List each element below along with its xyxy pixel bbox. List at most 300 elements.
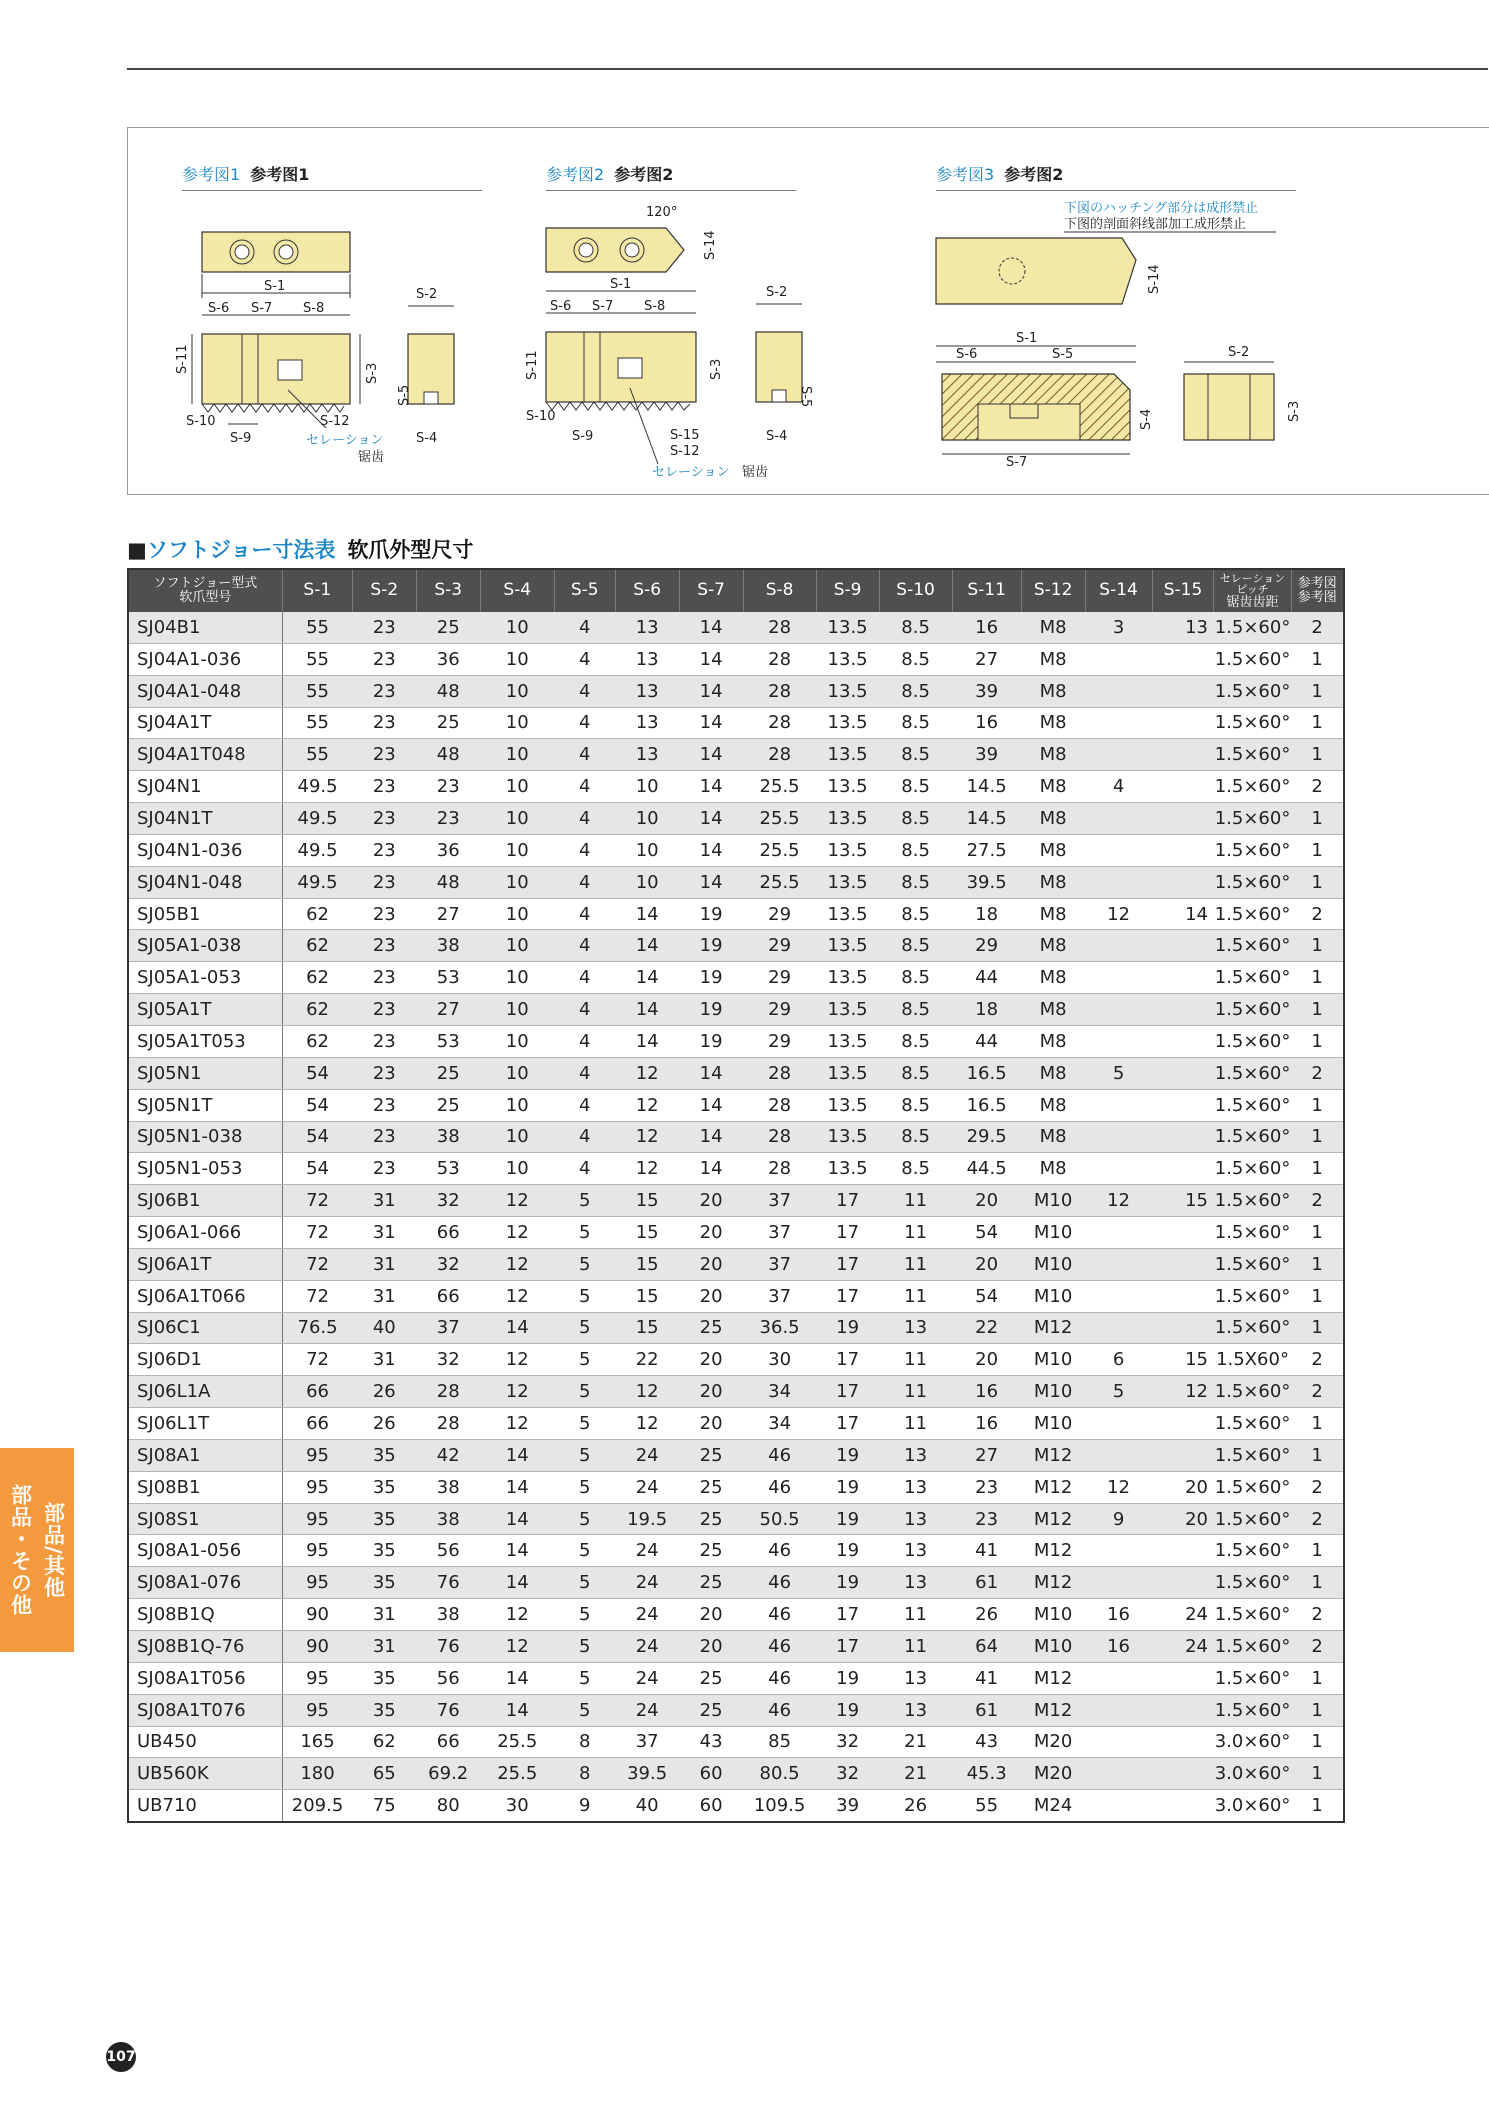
table-row [128,803,1344,835]
cell-s-15 [1152,1790,1214,1822]
cell-s-14 [1085,1280,1152,1312]
cell-s-8: 37 [743,1248,816,1280]
cell-pitch: 1.5×60° [1214,1217,1291,1249]
cell-s-7: 25 [679,1662,743,1694]
cell-s-2: 35 [352,1535,416,1567]
cell-s-15 [1152,1153,1214,1185]
cell-s-9: 13.5 [816,898,879,930]
cell-s-3: 48 [416,866,480,898]
cell-s-15 [1152,707,1214,739]
cell-s-2: 65 [352,1758,416,1790]
cell-s-11: 64 [952,1631,1021,1663]
cell-s-4: 12 [480,1376,554,1408]
cell-s-2: 23 [352,739,416,771]
cell-s-8: 36.5 [743,1312,816,1344]
cell-s-7: 25 [679,1535,743,1567]
cell-s-9: 13.5 [816,1025,879,1057]
cell-s-9: 13.5 [816,834,879,866]
cell-s-5: 9 [554,1790,615,1822]
cell-s-12: M12 [1021,1535,1085,1567]
cell-ref: 2 [1291,1471,1344,1503]
cell-pitch: 1.5×60° [1214,771,1291,803]
table-row [128,612,1344,643]
cell-s-4: 12 [480,1344,554,1376]
cell-s-7: 14 [679,803,743,835]
cell-s-15 [1152,1312,1214,1344]
cell-s-15 [1152,1248,1214,1280]
cell-pitch: 1.5×60° [1214,994,1291,1026]
cell-s-12: M8 [1021,675,1085,707]
cell-s-10: 8.5 [879,962,952,994]
cell-s-1: 95 [282,1535,352,1567]
cell-s-1: 62 [282,898,352,930]
cell-s-12: M10 [1021,1408,1085,1440]
cell-s-14: 3 [1085,612,1152,643]
cell-s-9: 13.5 [816,612,879,643]
cell-s-1: 54 [282,1153,352,1185]
category-side-tab [0,1448,74,1652]
cell-s-12: M10 [1021,1376,1085,1408]
cell-s-11: 16.5 [952,1057,1021,1089]
cell-s-10: 11 [879,1344,952,1376]
cell-s-14 [1085,707,1152,739]
cell-s-3: 23 [416,803,480,835]
table-row [128,1248,1344,1280]
cell-s-11: 41 [952,1535,1021,1567]
cell-s-5: 4 [554,739,615,771]
cell-s-9: 19 [816,1439,879,1471]
cell-s-2: 35 [352,1694,416,1726]
cell-s-11: 55 [952,1790,1021,1822]
cell-s-9: 17 [816,1344,879,1376]
cell-s-5: 4 [554,612,615,643]
header-s15: S-15 [1152,569,1214,612]
cell-s-5: 5 [554,1376,615,1408]
cell-s-9: 17 [816,1599,879,1631]
cell-s-4: 10 [480,1121,554,1153]
cell-s-7: 14 [679,675,743,707]
cell-s-15 [1152,643,1214,675]
cell-s-3: 25 [416,1057,480,1089]
cell-s-15: 12 [1152,1376,1214,1408]
cell-s-10: 11 [879,1280,952,1312]
cell-s-7: 19 [679,962,743,994]
cell-ref: 2 [1291,1057,1344,1089]
cell-ref: 1 [1291,962,1344,994]
cell-s-7: 14 [679,1057,743,1089]
cell-s-2: 23 [352,675,416,707]
cell-model: SJ06A1T066 [128,1280,282,1312]
cell-s-9: 13.5 [816,1057,879,1089]
cell-s-6: 12 [615,1408,679,1440]
cell-s-12: M8 [1021,1025,1085,1057]
cell-s-3: 53 [416,1153,480,1185]
cell-s-15 [1152,1217,1214,1249]
cell-s-6: 15 [615,1280,679,1312]
cell-pitch: 1.5×60° [1214,1089,1291,1121]
fig2-label-s10: S-10 [526,409,556,424]
cell-s-4: 10 [480,866,554,898]
cell-s-4: 14 [480,1567,554,1599]
cell-s-3: 37 [416,1312,480,1344]
cell-s-7: 19 [679,994,743,1026]
cell-s-2: 31 [352,1217,416,1249]
cell-s-4: 10 [480,739,554,771]
cell-s-9: 13.5 [816,771,879,803]
cell-s-10: 8.5 [879,643,952,675]
section-title [127,534,473,564]
cell-model: SJ08S1 [128,1503,282,1535]
cell-s-12: M12 [1021,1662,1085,1694]
cell-s-7: 14 [679,707,743,739]
cell-s-8: 28 [743,739,816,771]
cell-s-3: 25 [416,612,480,643]
cell-s-14 [1085,834,1152,866]
cell-s-4: 12 [480,1280,554,1312]
cell-s-2: 23 [352,962,416,994]
cell-pitch: 1.5×60° [1214,1567,1291,1599]
fig2-label-s4: S-4 [766,429,788,444]
cell-s-10: 13 [879,1312,952,1344]
cell-s-8: 50.5 [743,1503,816,1535]
cell-s-8: 29 [743,1025,816,1057]
cell-s-10: 26 [879,1790,952,1822]
cell-s-7: 20 [679,1631,743,1663]
cell-s-2: 23 [352,866,416,898]
cell-s-4: 10 [480,771,554,803]
cell-s-6: 13 [615,739,679,771]
fig2-label-s1: S-1 [610,277,632,292]
fig3-label-s3: S-3 [1287,400,1302,422]
fig1-label-s12: S-12 [320,414,350,429]
cell-s-9: 19 [816,1503,879,1535]
cell-s-11: 61 [952,1694,1021,1726]
header-pitch-ja: セレーションピッチ [1219,571,1286,597]
figure-3-drawing [936,128,1356,494]
side-tab-cn: 部品/其他 [41,1501,66,1599]
cell-s-14: 6 [1085,1344,1152,1376]
cell-s-3: 32 [416,1248,480,1280]
page-number: 107 [106,2042,136,2072]
cell-ref: 1 [1291,994,1344,1026]
cell-s-9: 13.5 [816,675,879,707]
cell-model: SJ08A1-056 [128,1535,282,1567]
cell-s-3: 66 [416,1217,480,1249]
cell-s-12: M8 [1021,1057,1085,1089]
cell-s-3: 69.2 [416,1758,480,1790]
cell-s-6: 10 [615,803,679,835]
cell-model: SJ04A1T048 [128,739,282,771]
cell-s-14 [1085,1726,1152,1758]
figure-3-title-cn: 参考图2 [1004,165,1064,184]
fig1-label-s2: S-2 [416,287,438,302]
header-s12: S-12 [1021,569,1085,612]
cell-s-12: M8 [1021,1153,1085,1185]
cell-s-11: 45.3 [952,1758,1021,1790]
cell-s-1: 66 [282,1376,352,1408]
cell-s-3: 27 [416,898,480,930]
cell-s-8: 80.5 [743,1758,816,1790]
cell-s-14 [1085,1025,1152,1057]
fig2-label-s5: S-5 [798,386,813,408]
cell-s-4: 10 [480,612,554,643]
cell-s-3: 32 [416,1185,480,1217]
cell-s-15 [1152,1025,1214,1057]
cell-s-6: 13 [615,612,679,643]
cell-s-3: 53 [416,1025,480,1057]
cell-s-6: 14 [615,898,679,930]
cell-s-14: 12 [1085,898,1152,930]
soft-jaw-dimensions-table [127,568,1345,1823]
cell-s-14 [1085,1662,1152,1694]
cell-model: SJ05A1T [128,994,282,1026]
table-row [128,675,1344,707]
cell-s-11: 39 [952,739,1021,771]
cell-s-8: 37 [743,1217,816,1249]
cell-s-7: 60 [679,1790,743,1822]
table-row [128,707,1344,739]
fig2-label-s12: S-12 [670,444,700,459]
cell-s-7: 43 [679,1726,743,1758]
cell-s-6: 14 [615,930,679,962]
cell-s-6: 24 [615,1694,679,1726]
fig3-note-cn: 下图的剖面斜线部加工成形禁止 [1064,217,1247,232]
table-row [128,1758,1344,1790]
cell-s-11: 27.5 [952,834,1021,866]
cell-s-12: M12 [1021,1439,1085,1471]
cell-s-9: 13.5 [816,643,879,675]
cell-s-4: 10 [480,707,554,739]
cell-s-15 [1152,1121,1214,1153]
cell-s-3: 38 [416,1121,480,1153]
cell-s-10: 8.5 [879,1153,952,1185]
cell-s-6: 10 [615,771,679,803]
cell-model: SJ04A1-036 [128,643,282,675]
fig3-label-s6: S-6 [956,347,978,362]
cell-s-11: 44 [952,962,1021,994]
cell-s-5: 4 [554,834,615,866]
cell-ref: 1 [1291,1217,1344,1249]
cell-model: UB710 [128,1790,282,1822]
cell-s-12: M8 [1021,803,1085,835]
reference-figure-2 [525,128,926,494]
cell-s-14 [1085,739,1152,771]
figure-3-title-ja: 参考図3 [936,165,995,184]
cell-s-9: 19 [816,1567,879,1599]
cell-s-14 [1085,1535,1152,1567]
cell-pitch: 1.5×60° [1214,1153,1291,1185]
cell-s-9: 32 [816,1758,879,1790]
fig1-label-serration-cn: 锯齿 [358,450,385,465]
cell-s-8: 25.5 [743,866,816,898]
fig1-label-s4: S-4 [416,431,438,446]
cell-s-3: 76 [416,1694,480,1726]
fig3-note-ja: 下図のハッチング部分は成形禁止 [1064,201,1259,216]
cell-s-7: 60 [679,1758,743,1790]
cell-s-2: 75 [352,1790,416,1822]
table-row [128,1025,1344,1057]
cell-s-9: 17 [816,1631,879,1663]
cell-s-2: 31 [352,1599,416,1631]
cell-s-5: 4 [554,1089,615,1121]
cell-s-6: 24 [615,1471,679,1503]
cell-model: SJ08A1 [128,1439,282,1471]
cell-s-14 [1085,1217,1152,1249]
fig2-label-s2: S-2 [766,285,788,300]
table-row [128,1662,1344,1694]
cell-s-4: 10 [480,962,554,994]
cell-s-14 [1085,675,1152,707]
cell-s-14 [1085,1790,1152,1822]
cell-pitch: 1.5×60° [1214,1376,1291,1408]
fig1-label-s8: S-8 [303,301,325,316]
cell-model: SJ06B1 [128,1185,282,1217]
table-row [128,739,1344,771]
cell-s-7: 20 [679,1599,743,1631]
cell-s-3: 80 [416,1790,480,1822]
cell-s-1: 66 [282,1408,352,1440]
cell-s-10: 13 [879,1535,952,1567]
table-row [128,1726,1344,1758]
cell-pitch: 1.5×60° [1214,1535,1291,1567]
cell-s-9: 19 [816,1694,879,1726]
cell-s-15 [1152,803,1214,835]
cell-s-6: 10 [615,866,679,898]
table-row [128,1535,1344,1567]
cell-pitch: 1.5×60° [1214,1599,1291,1631]
cell-s-12: M24 [1021,1790,1085,1822]
table-row [128,866,1344,898]
cell-s-5: 5 [554,1503,615,1535]
cell-s-14 [1085,1758,1152,1790]
cell-s-8: 46 [743,1567,816,1599]
cell-s-5: 4 [554,1153,615,1185]
cell-s-3: 38 [416,1471,480,1503]
cell-s-8: 29 [743,994,816,1026]
cell-s-7: 25 [679,1503,743,1535]
cell-s-14 [1085,1439,1152,1471]
cell-pitch: 1.5×60° [1214,1408,1291,1440]
cell-s-4: 10 [480,1089,554,1121]
cell-s-11: 29 [952,930,1021,962]
cell-s-1: 55 [282,675,352,707]
cell-s-10: 11 [879,1217,952,1249]
cell-s-9: 13.5 [816,962,879,994]
fig1-label-s1: S-1 [264,279,286,294]
cell-s-11: 16 [952,707,1021,739]
cell-s-10: 11 [879,1185,952,1217]
cell-ref: 1 [1291,1726,1344,1758]
table-row [128,930,1344,962]
cell-s-10: 13 [879,1567,952,1599]
cell-s-15: 13 [1152,612,1214,643]
cell-s-6: 40 [615,1790,679,1822]
figure-2-drawing [525,128,926,494]
cell-s-5: 5 [554,1599,615,1631]
table-row [128,1471,1344,1503]
cell-s-6: 12 [615,1153,679,1185]
cell-s-4: 10 [480,994,554,1026]
table-row [128,1312,1344,1344]
cell-ref: 1 [1291,1694,1344,1726]
cell-model: SJ04B1 [128,612,282,643]
table-row [128,1185,1344,1217]
cell-ref: 1 [1291,1025,1344,1057]
cell-s-12: M10 [1021,1344,1085,1376]
cell-s-8: 34 [743,1376,816,1408]
cell-s-8: 46 [743,1535,816,1567]
cell-ref: 2 [1291,1185,1344,1217]
cell-ref: 1 [1291,1121,1344,1153]
cell-s-15: 20 [1152,1503,1214,1535]
cell-ref: 1 [1291,1408,1344,1440]
cell-s-11: 23 [952,1503,1021,1535]
cell-s-11: 39.5 [952,866,1021,898]
header-pitch-cn: 锯齿齿距 [1226,594,1279,610]
cell-s-4: 12 [480,1599,554,1631]
cell-s-3: 25 [416,707,480,739]
table-row [128,1631,1344,1663]
cell-s-8: 109.5 [743,1790,816,1822]
cell-s-1: 55 [282,739,352,771]
cell-pitch: 3.0×60° [1214,1790,1291,1822]
cell-s-6: 12 [615,1121,679,1153]
cell-s-4: 10 [480,930,554,962]
cell-s-2: 35 [352,1567,416,1599]
cell-model: UB560K [128,1758,282,1790]
cell-s-5: 5 [554,1535,615,1567]
cell-s-7: 20 [679,1217,743,1249]
cell-s-1: 72 [282,1344,352,1376]
cell-s-3: 27 [416,994,480,1026]
cell-s-4: 14 [480,1439,554,1471]
cell-s-15 [1152,1726,1214,1758]
cell-pitch: 1.5×60° [1214,1025,1291,1057]
cell-s-12: M8 [1021,1089,1085,1121]
cell-s-10: 13 [879,1662,952,1694]
cell-s-10: 11 [879,1408,952,1440]
cell-s-6: 15 [615,1248,679,1280]
cell-s-9: 19 [816,1535,879,1567]
cell-s-4: 14 [480,1535,554,1567]
cell-s-1: 55 [282,612,352,643]
cell-s-14: 4 [1085,771,1152,803]
fig2-label-s15: S-15 [670,428,700,443]
header-s3: S-3 [416,569,480,612]
cell-s-14: 12 [1085,1185,1152,1217]
cell-pitch: 1.5×60° [1214,1057,1291,1089]
cell-s-5: 4 [554,898,615,930]
reference-figures-box [127,127,1489,495]
cell-s-1: 95 [282,1471,352,1503]
cell-s-5: 5 [554,1217,615,1249]
cell-s-9: 17 [816,1376,879,1408]
cell-s-12: M8 [1021,771,1085,803]
cell-s-9: 13.5 [816,930,879,962]
cell-s-12: M12 [1021,1503,1085,1535]
cell-model: SJ04N1-048 [128,866,282,898]
cell-s-3: 36 [416,834,480,866]
cell-pitch: 1.5×60° [1214,1439,1291,1471]
cell-s-7: 19 [679,898,743,930]
cell-s-11: 43 [952,1726,1021,1758]
cell-s-3: 48 [416,739,480,771]
fig3-label-s14: S-14 [1147,264,1162,294]
table-row [128,994,1344,1026]
cell-s-2: 35 [352,1439,416,1471]
table-row [128,1503,1344,1535]
cell-s-4: 12 [480,1408,554,1440]
